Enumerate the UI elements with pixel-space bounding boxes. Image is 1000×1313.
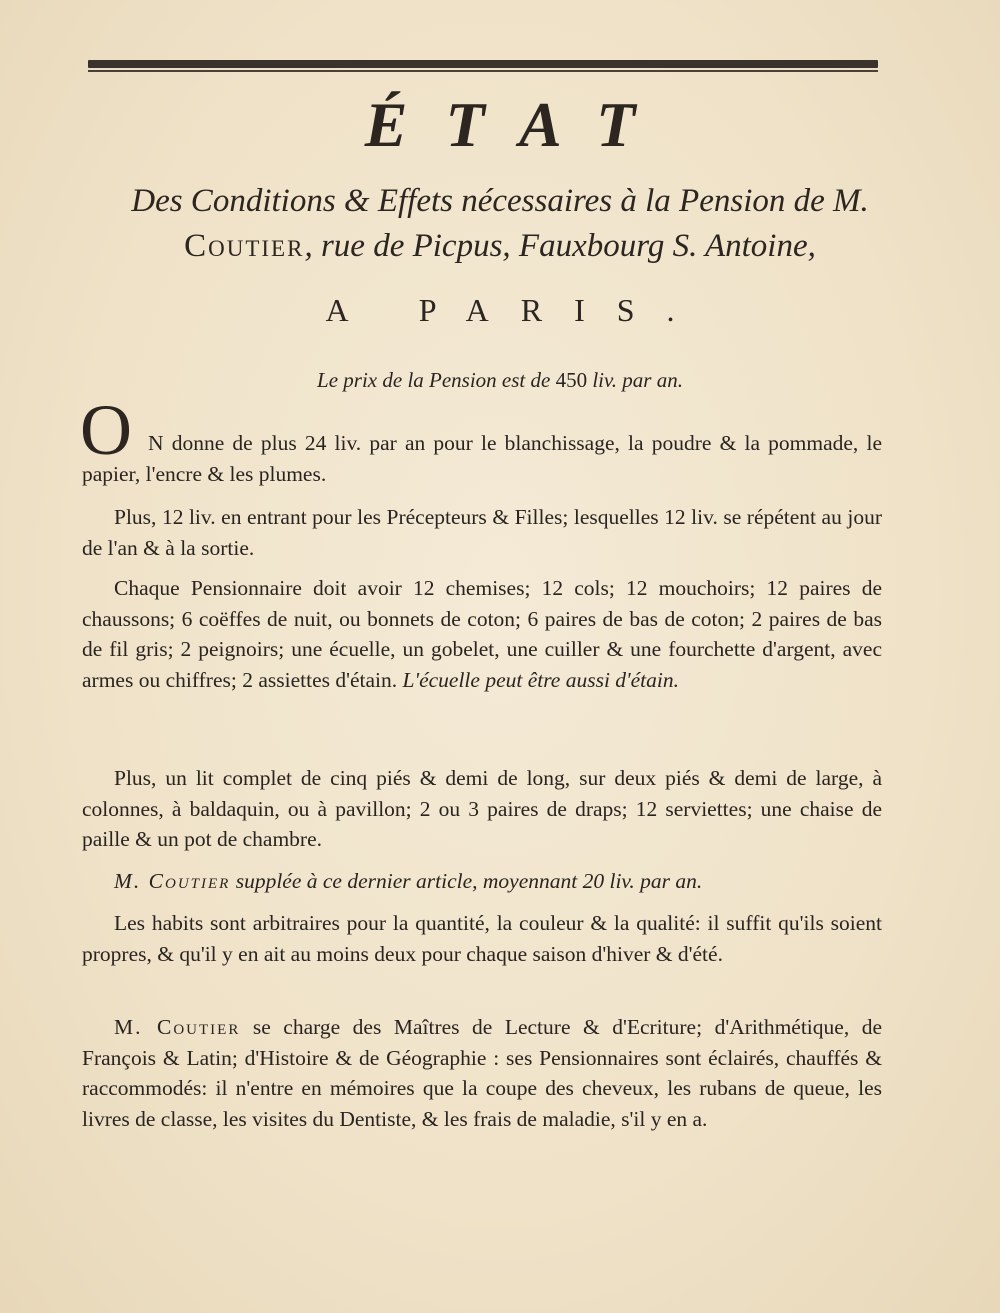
proprietor-name: M. Coutier: [114, 1015, 241, 1039]
price-prefix: Le prix de la Pension est de: [317, 368, 551, 392]
proprietor-name: Coutier: [184, 228, 305, 264]
drop-cap: O: [80, 390, 132, 470]
price-line: [0, 368, 1000, 393]
paragraph-text: Les habits sont arbitraires pour la quantité, la couleur & la qualité: il suffit qu'ils soient propres, & qu'il y en ait au moins deux pour chaque saison d'hiver & d'été.: [82, 911, 882, 966]
paragraph-masters: [82, 1012, 882, 1134]
paragraph-text: Chaque Pensionnaire doit avoir 12 chemises; 12 cols; 12 mouchoirs; 12 paires de chaussons; 6 coëffes de nuit, ou bonnets de coton; 6 paires de bas de coton; 2 paires de bas de fil gris; 2 peignoirs; une écuelle, un gobelet, une cuiller & une fourchette d'argent, avec armes ou chiffres; 2 assiettes d'étain.: [82, 576, 882, 692]
paragraph-laundry: [82, 428, 882, 489]
paragraph-bed: [82, 763, 882, 855]
proprietor-name: M. Coutier: [114, 869, 231, 893]
paragraph-clothing: [82, 908, 882, 969]
document-title: ÉTAT: [364, 89, 674, 160]
subtitle-line-1: Des Conditions & Effets nécessaires à la Pension de M.: [131, 183, 869, 219]
paragraph-text: N donne de plus 24 liv. par an pour le blanchissage, la poudre & la pommade, le papier, l'encre & les plumes.: [82, 431, 882, 486]
top-rule-thin: [88, 70, 878, 72]
paragraph-preceptors: [82, 502, 882, 563]
top-rule-thick: [88, 60, 878, 68]
paragraph-text: se charge des Maîtres de Lecture & d'Ecriture; d'Arithmétique, de François & Latin; d'Histoire & de Géographie : ses Pensionnaires sont éclairés, chauffés & raccommodés: il n'entre en mémoires que la coupe des cheveux, les rubans de queue, les livres de classe, les visites du Dentiste, & les frais de maladie, s'il y en a.: [82, 1015, 883, 1131]
paragraph-linens: [82, 573, 882, 695]
paragraph-text: supplée à ce dernier article, moyennant 20 liv. par an.: [235, 869, 703, 893]
city-heading: A PARIS.: [325, 292, 707, 328]
paragraph-supplement: [82, 866, 882, 897]
paragraph-text: Plus, 12 liv. en entrant pour les Précepteurs & Filles; lesquelles 12 liv. se répétent au jour de l'an & à la sortie.: [82, 505, 882, 560]
subtitle-line-2: [60, 228, 940, 265]
paragraph-note: L'écuelle peut être aussi d'étain.: [402, 667, 680, 692]
paragraph-text: Plus, un lit complet de cinq piés & demi de long, sur deux piés & demi de large, à colonnes, à baldaquin, ou à pavillon; 2 ou 3 paires de draps; 12 serviettes; une chaise de paille & un pot de chambre.: [82, 766, 882, 851]
address: , rue de Picpus, Fauxbourg S. Antoine,: [304, 228, 816, 264]
price-suffix: liv. par an.: [592, 368, 683, 392]
price-amount: 450: [555, 368, 588, 392]
